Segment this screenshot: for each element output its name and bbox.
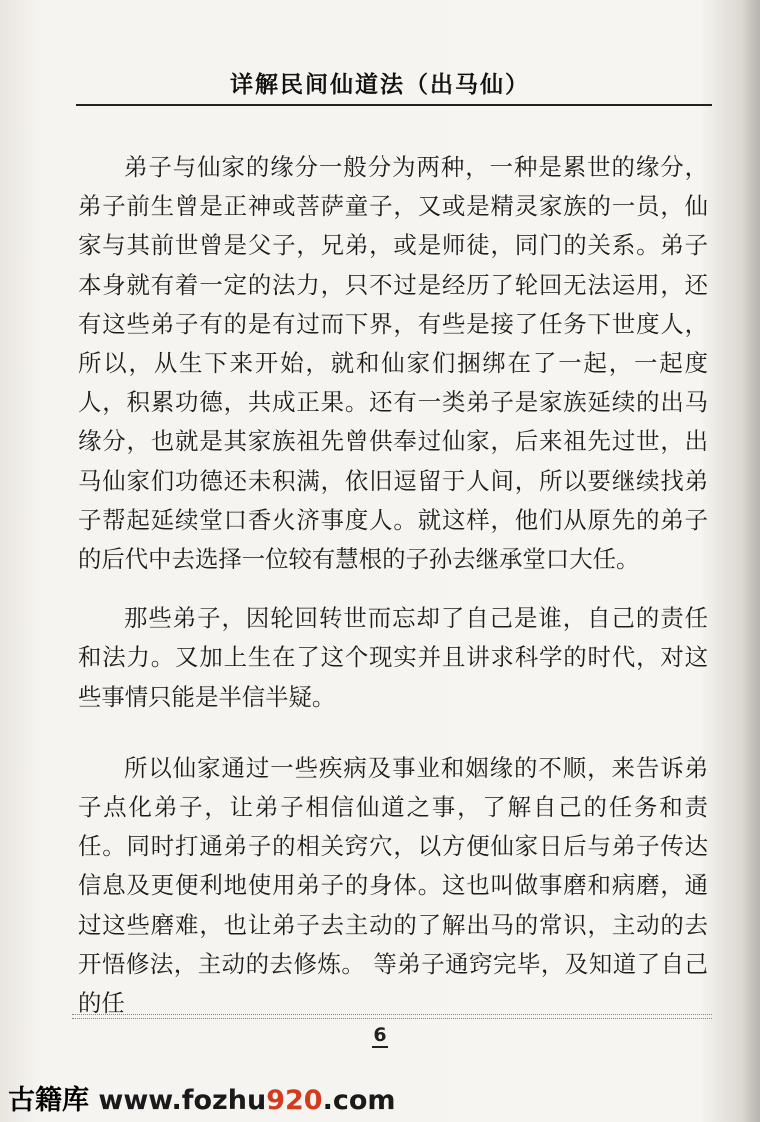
paragraph-3: 所以仙家通过一些疾病及事业和姻缘的不顺，来告诉弟子点化弟子，让弟子相信仙道之事，了解自己的任务和责任。同时打通弟子的相关窍穴，以方便仙家日后与弟子传达信息及更便利地使用弟子的身体。这也叫做事磨和病磨，通过这些磨难，也让弟子去主动的了解出马的常识，主动的去开悟修法，主动的去修炼。 等弟子通窍完毕，及知道了自己的任 [78, 753, 708, 1018]
running-header-title: 详解民间仙道法（出马仙） [230, 72, 530, 98]
page-number [0, 1024, 760, 1046]
paragraph-2: 那些弟子，因轮回转世而忘却了自己是谁，自己的责任和法力。又加上生在了这个现实并且讲求科学的时代，对这些事情只能是半信半疑。 [78, 604, 708, 711]
body-text [78, 148, 708, 1023]
watermark-url-part-b: 920 [266, 1085, 323, 1116]
footer-dotted-rule-top [72, 1014, 712, 1015]
watermark-url-part-a: www.fozhu [89, 1085, 267, 1116]
watermark-url-part-c: .com [322, 1085, 396, 1116]
footer-dotted-rule-bottom [72, 1018, 712, 1019]
watermark-cn: 古籍库 [8, 1085, 89, 1116]
page-number-value: 6 [373, 1024, 387, 1046]
header-rule [76, 104, 712, 106]
paragraph-1: 弟子与仙家的缘分一般分为两种，一种是累世的缘分，弟子前生曾是正神或菩萨童子，又或是精灵家族的一员，仙家与其前世曾是父子，兄弟，或是师徒，同门的关系。弟子本身就有着一定的法力，只不过是经历了轮回无法运用，还有这些弟子有的是有过而下界，有些是接了任务下世度人，所以，从生下来开始，就和仙家们捆绑在了一起，一起度人，积累功德，共成正果。还有一类弟子是家族延续的出马缘分，也就是其家族祖先曾供奉过仙家，后来祖先过世，出马仙家们功德还未积满，依旧逗留于人间，所以要继续找弟子帮起延续堂口香火济事度人。就这样，他们从原先的弟子的后代中去选择一位较有慧根的子孙去继承堂口大任。 [78, 153, 708, 574]
site-watermark [8, 1078, 396, 1117]
page-edge-shadow [742, 0, 760, 1122]
